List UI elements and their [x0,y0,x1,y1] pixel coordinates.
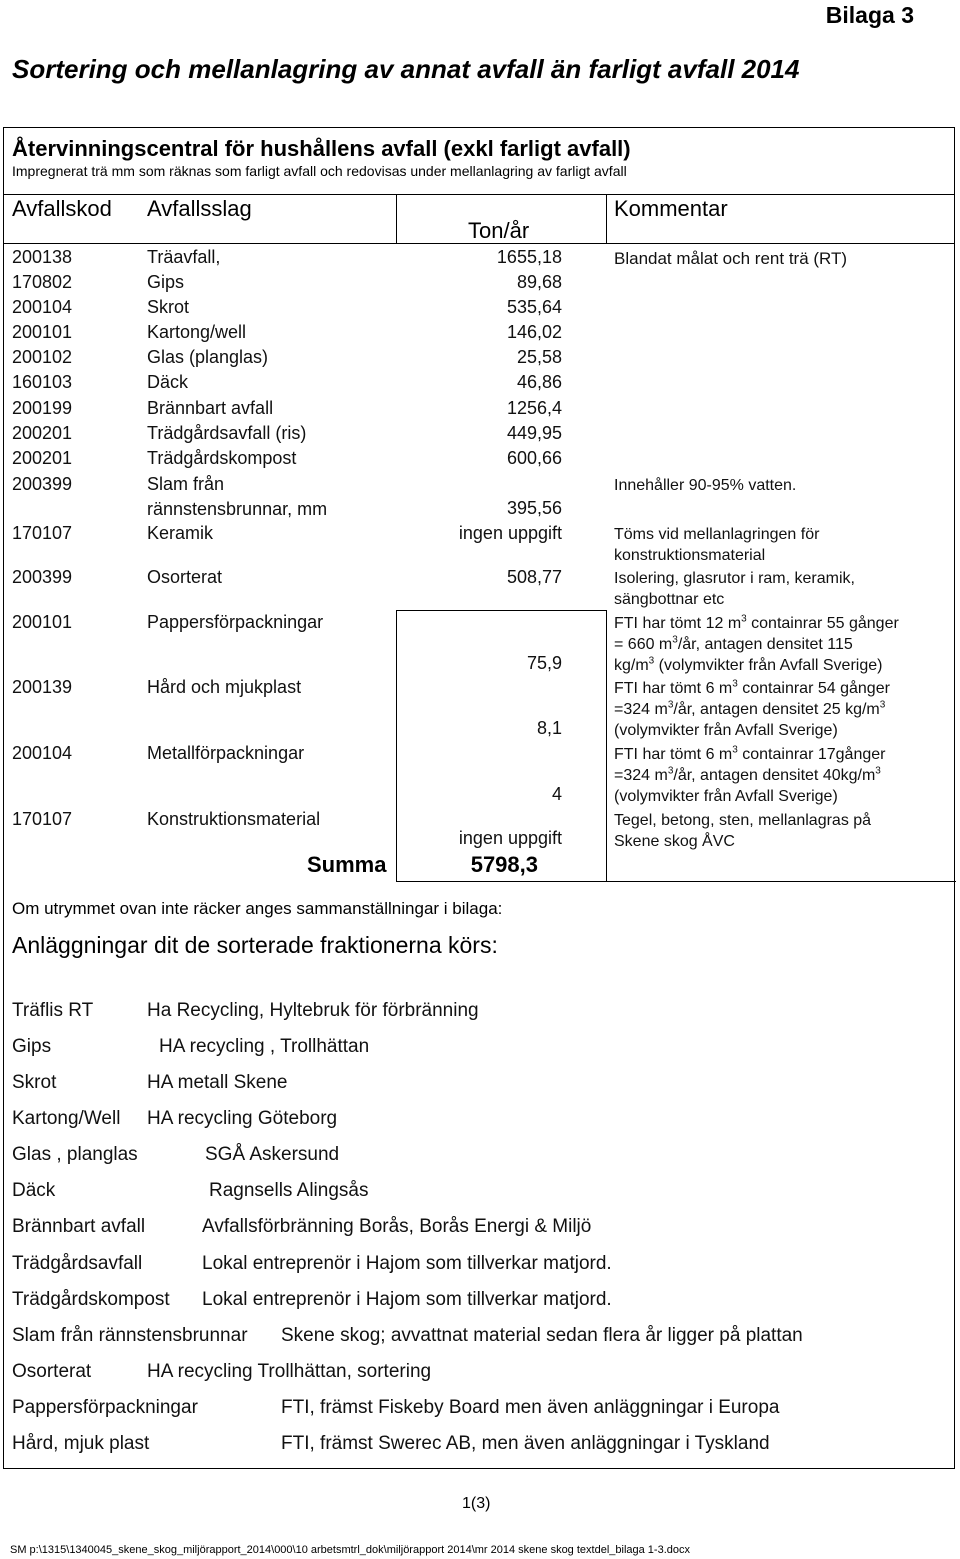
row-comment: Tegel, betong, sten, mellanlagras på [614,812,872,829]
row-comment: Blandat målat och rent trä (RT) [614,249,848,268]
row-amount: 146,02 [506,322,562,342]
row-amount: 89,68 [516,272,562,292]
facility-place: HA recycling Trollhättan, sortering [147,1361,432,1382]
facility-fraction: Hård, mjuk plast [12,1433,150,1454]
section-heading: Återvinningscentral för hushållens avfall (exkl farligt avfall) [12,136,631,161]
footnote: Om utrymmet ovan inte räcker anges sammanställningar i bilaga: [12,899,503,918]
row-type: Trädgårdskompost [147,448,297,468]
facility-place: HA recycling Göteborg [147,1108,338,1129]
row-amount: 1655,18 [496,247,562,267]
row-comment: FTI har tömt 6 $m^3$ containrar 54 gånger [614,678,890,697]
row-code: 200399 [12,567,73,587]
row-type: Slam från [147,474,225,494]
row-code: 200104 [12,743,73,763]
row-comment: (volymvikter från Avfall Sverige) [614,722,838,739]
row-amount: 535,64 [506,297,562,317]
facility-fraction: Skrot [12,1072,57,1093]
row-code: 200101 [12,612,73,632]
appendix-label: Bilaga 3 [825,2,914,28]
row-type: Trädgårdsavfall (ris) [147,423,307,443]
row-code: 200101 [12,322,73,342]
facility-fraction: Kartong/Well [12,1108,121,1129]
facility-fraction: Träflis RT [12,1000,94,1021]
row-type: Skrot [147,297,190,317]
table-rule [396,610,607,611]
row-code: 200104 [12,297,73,317]
row-code: 170107 [12,523,73,543]
facility-fraction: Slam från rännstensbrunnar [12,1325,248,1346]
file-path: SM p:\1315\1340045_skene_skog_miljörapport_2014\000\10 arbetsmtrl_dok\miljörapport 2014\mr 2014 skene skog textdel_bilaga 1-3.docx [10,1544,690,1556]
facility-fraction: Brännbart avfall [12,1216,146,1237]
row-amount: ingen uppgift [458,828,562,848]
row-amount: 508,77 [506,567,562,587]
table-rule [4,194,955,195]
row-amount: 8,1 [536,718,562,738]
col-header-comment: Kommentar [614,196,728,221]
row-comment: Innehåller 90-95% vatten. [614,477,797,494]
row-amount: 4 [551,784,562,804]
facility-place: Avfallsförbränning Borås, Borås Energi & Miljö [202,1216,592,1237]
facility-place: HA recycling , Trollhättan [159,1036,370,1057]
row-code: 170802 [12,272,73,292]
row-comment: konstruktionsmaterial [614,547,766,564]
facility-fraction: Pappersförpackningar [12,1397,198,1418]
row-comment: =324 $m^3/år$, antagen densitet $40kg/m^3$ [614,765,881,784]
row-amount: 75,9 [526,653,562,673]
table-rule [606,610,607,882]
row-comment: =324 $m^3/år$, antagen densitet 25 $kg/m^3$ [614,699,886,718]
facility-place: Lokal entreprenör i Hajom som tillverkar matjord. [202,1289,612,1310]
facilities-heading: Anläggningar dit de sorterade fraktionerna körs: [12,932,498,958]
row-type: Däck [147,372,189,392]
table-rule [396,881,607,882]
facility-place: HA metall Skene [147,1072,288,1093]
facility-fraction: Osorterat [12,1361,92,1382]
row-type: Pappersförpackningar [147,612,324,632]
sum-value: 5798,3 [470,852,538,877]
row-type: Hård och mjukplast [147,677,302,697]
row-type: Keramik [147,523,214,543]
row-code: 200139 [12,677,73,697]
row-type: Metallförpackningar [147,743,305,763]
page-title: Sortering och mellanlagring av annat avfall än farligt avfall 2014 [12,54,800,84]
row-type: Osorterat [147,567,223,587]
row-code: 200201 [12,448,73,468]
row-amount: ingen uppgift [458,523,562,543]
facility-fraction: Glas , planglas [12,1144,138,1165]
row-type: Gips [147,272,185,292]
row-type: Träavfall, [147,247,221,267]
facility-place: Skene skog; avvattnat material sedan flera år ligger på plattan [281,1325,803,1346]
facility-place: Lokal entreprenör i Hajom som tillverkar matjord. [202,1253,612,1274]
table-rule [4,243,955,244]
page-number: 1(3) [462,1495,491,1512]
row-amount: 1256,4 [506,398,562,418]
facility-place: Ha Recycling, Hyltebruk för förbränning [147,1000,479,1021]
row-comment: sängbottnar etc [614,591,725,608]
row-amount: 449,95 [506,423,562,443]
row-comment: Töms vid mellanlagringen för [614,526,820,543]
row-type: Brännbart avfall [147,398,274,418]
row-code: 200201 [12,423,73,443]
sum-label: Summa [307,852,387,877]
row-comment: FTI har tömt 12 $m^3$ containrar 55 gånger [614,613,899,632]
row-code: 200138 [12,247,73,267]
col-header-type: Avfallsslag [147,196,252,221]
facility-place: FTI, främst Fiskeby Board men även anläggningar i Europa [281,1397,780,1418]
table-rule [396,194,397,244]
row-comment: = 660 $m^3/år$, antagen densitet 115 [614,634,853,653]
row-comment: FTI har tömt 6 $m^3$ containrar 17gånger [614,744,886,763]
table-rule [606,194,607,244]
row-code: 160103 [12,372,73,392]
row-type: Glas (planglas) [147,347,269,367]
row-code: 170107 [12,809,73,829]
facility-fraction: Däck [12,1180,56,1201]
row-amount: 395,56 [506,498,562,518]
facility-fraction: Trädgårdskompost [12,1289,170,1310]
row-type: Konstruktionsmaterial [147,809,321,829]
row-comment: Skene skog ÅVC [614,833,735,850]
row-amount: 600,66 [506,448,562,468]
row-type: rännstensbrunnar, mm [147,499,328,519]
facility-place: FTI, främst Swerec AB, men även anläggningar i Tyskland [281,1433,770,1454]
row-comment: $kg/m^3$ (volymvikter från Avfall Sverige) [614,655,883,674]
row-comment: (volymvikter från Avfall Sverige) [614,788,838,805]
table-rule [396,610,397,882]
table-rule [606,881,956,882]
row-amount: 25,58 [516,347,562,367]
row-code: 200399 [12,474,73,494]
facility-place: Ragnsells Alingsås [209,1180,369,1201]
facility-fraction: Gips [12,1036,52,1057]
facility-place: SGÅ Askersund [205,1144,340,1165]
row-code: 200199 [12,398,73,418]
row-amount: 46,86 [516,372,562,392]
col-header-amount: Ton/år [468,218,530,243]
section-note: Impregnerat trä mm som räknas som farligt avfall och redovisas under mellanlagring av farligt avfall [12,163,627,179]
col-header-code: Avfallskod [12,196,112,221]
row-type: Kartong/well [147,322,247,342]
row-comment: Isolering, glasrutor i ram, keramik, [614,570,855,587]
row-code: 200102 [12,347,73,367]
facility-fraction: Trädgårdsavfall [12,1253,143,1274]
